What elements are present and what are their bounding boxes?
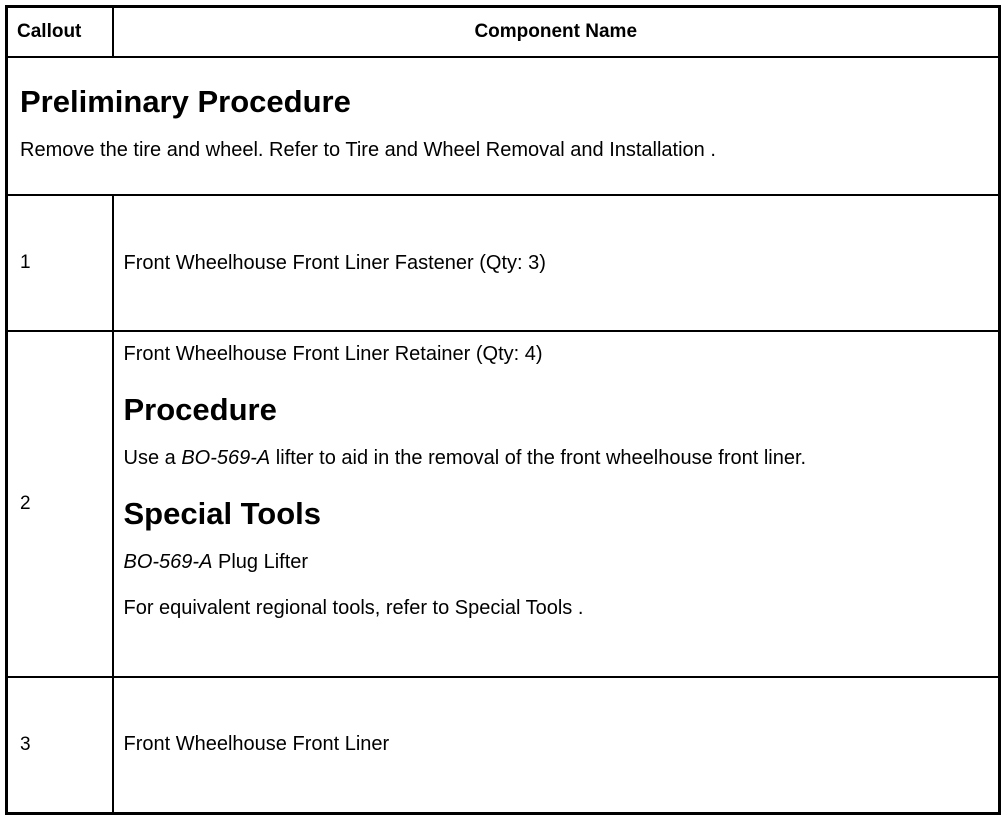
procedure-text-suffix: lifter to aid in the removal of the front wheelhouse front liner. [270,447,807,469]
special-tool-item [124,550,999,574]
table-row [7,331,1000,677]
callout-column-header: Callout [7,7,113,58]
special-tools-heading: Special Tools [123,496,322,531]
component-name: Front Wheelhouse Front Liner Retainer (Qty: 4) [123,343,543,365]
preliminary-cell [7,57,1000,195]
preliminary-row [7,57,1000,195]
tool-code: BO-569-A [181,447,271,469]
component-table [5,5,1001,815]
procedure-heading: Procedure [123,392,277,427]
callout-number: 1 [7,195,113,331]
procedure-text [124,446,999,470]
callout-number: 2 [7,331,113,677]
component-name: Front Wheelhouse Front Liner [113,677,1000,813]
preliminary-procedure-title: Preliminary Procedure [20,84,351,119]
special-tool-code: BO-569-A [123,551,213,573]
header-row [7,7,1000,58]
callout-number: 3 [7,677,113,813]
equivalent-tools-text: For equivalent regional tools, refer to Special Tools . [123,597,584,619]
table-row [7,677,1000,813]
special-tool-name: Plug Lifter [212,551,309,573]
component-detail-cell [113,331,1000,677]
preliminary-procedure-text: Remove the tire and wheel. Refer to Tire and Wheel Removal and Installation . [20,139,716,161]
table-row [7,195,1000,331]
procedure-text-prefix: Use a [123,447,182,469]
component-name: Front Wheelhouse Front Liner Fastener (Qty: 3) [113,195,1000,331]
component-name-column-header: Component Name [113,7,1000,58]
